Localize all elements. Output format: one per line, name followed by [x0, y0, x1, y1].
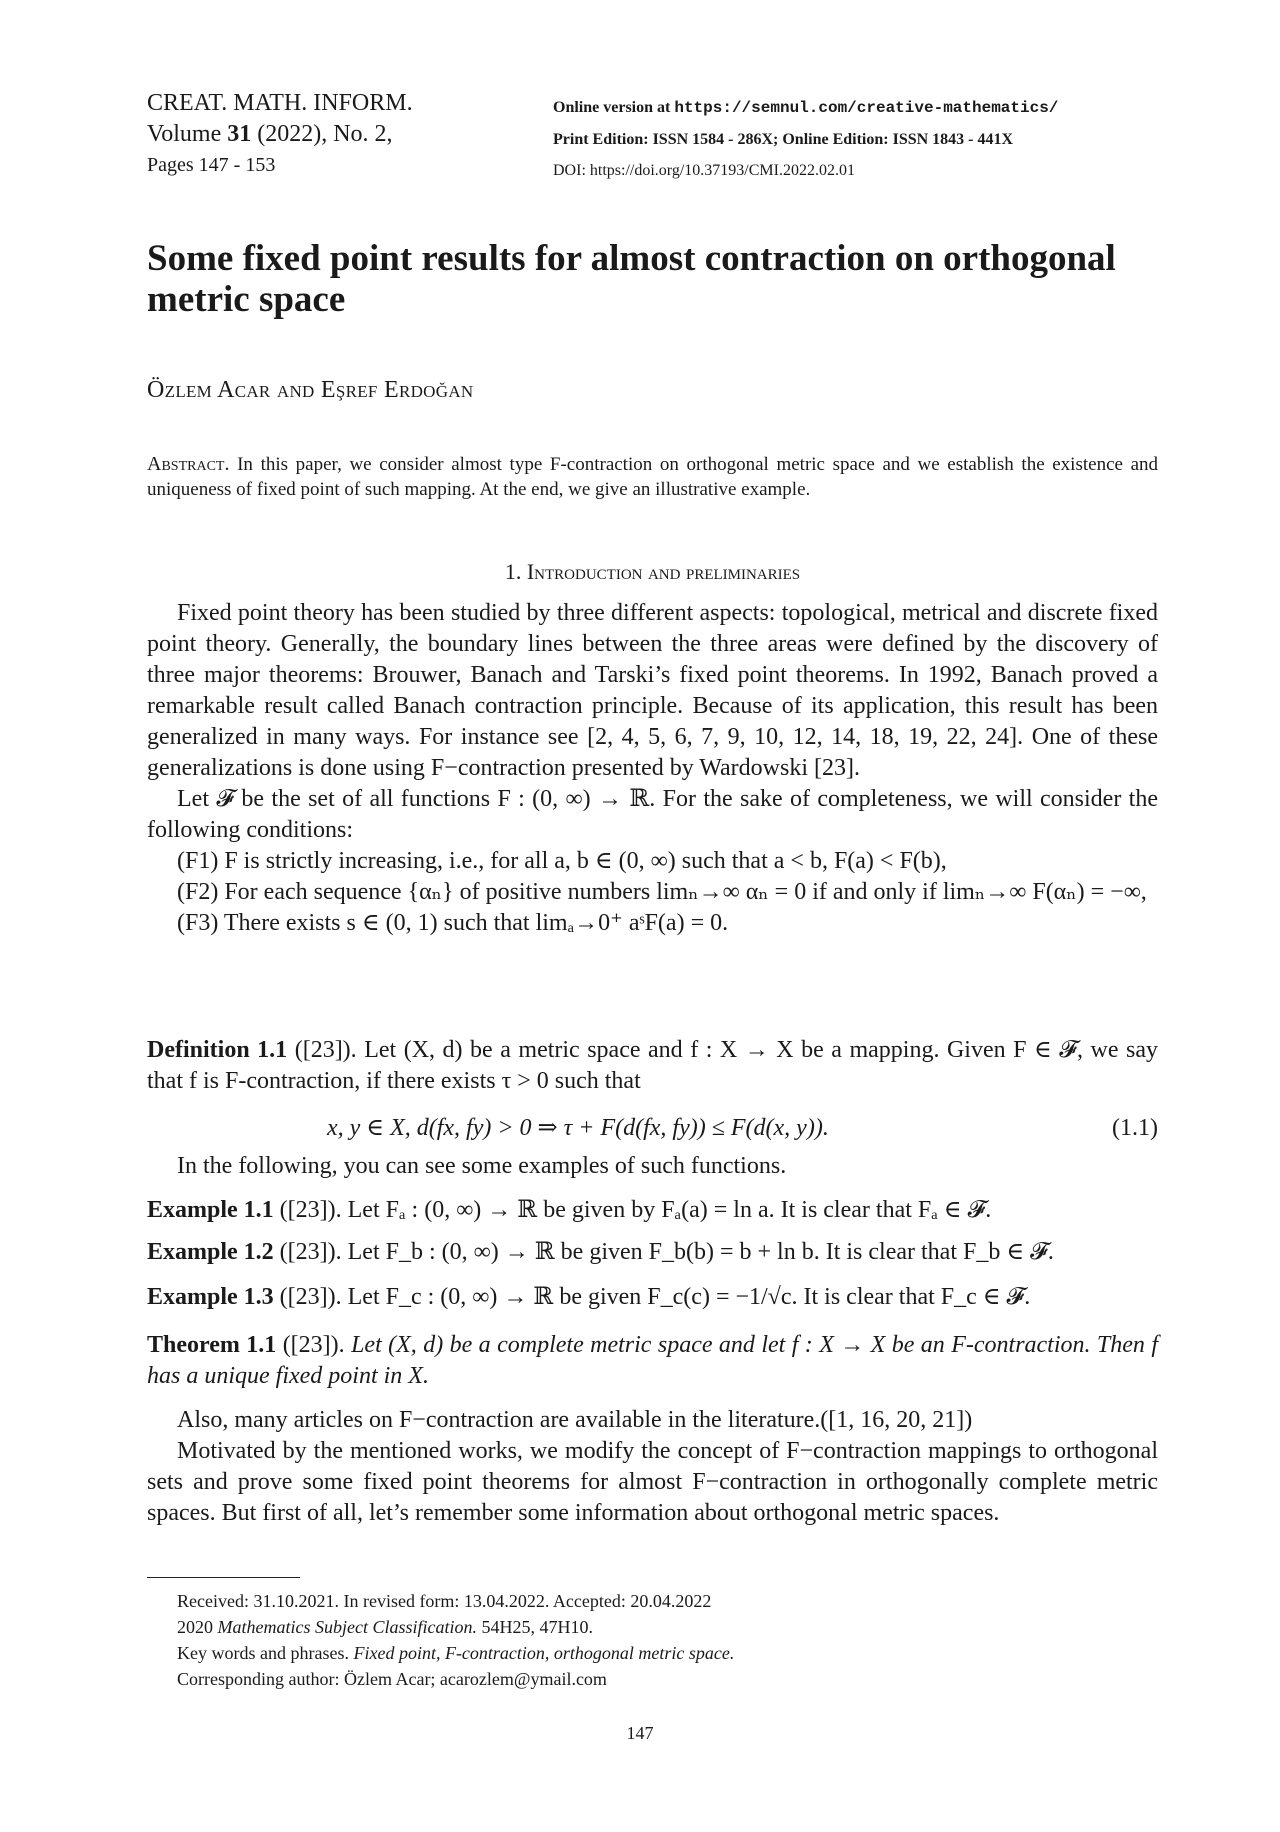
volume-number: 31	[227, 121, 252, 147]
volume-line: Volume 31 (2022), No. 2,	[147, 121, 393, 147]
journal-name: CREAT. MATH. INFORM.	[147, 90, 413, 116]
condition-f2: (F2) For each sequence {αₙ} of positive numbers limₙ→∞ αₙ = 0 if and only if limₙ→∞ F(αₙ) = −∞,	[177, 879, 1147, 905]
theorem-text: Let (X, d) be a complete metric space and let f : X → X be an F-contraction. Then f has a unique fixed point in X.	[147, 1332, 1159, 1389]
page-number: 147	[626, 1723, 654, 1743]
received-dates: Received: 31.10.2021. In revised form: 13.04.2022. Accepted: 20.04.2022	[177, 1591, 712, 1611]
publication-info	[553, 92, 1058, 186]
authors: Özlem Acar and Eşref Erdoğan	[147, 377, 474, 403]
paper-title: Some fixed point results for almost contraction on orthogonal metric space	[147, 238, 1116, 320]
equation-number: (1.1)	[1112, 1115, 1158, 1141]
example-1-3: Example 1.3 ([23]). Let F_c : (0, ∞) → ℝ be given F_c(c) = −1/√c. It is clear that F_c ∈ 𝓕.	[147, 1284, 1031, 1310]
example-1-2: Example 1.2 ([23]). Let F_b : (0, ∞) → ℝ be given F_b(b) = b + ln b. It is clear that F_b ∈ 𝓕.	[147, 1239, 1054, 1265]
pages-range: Pages 147 - 153	[147, 154, 276, 176]
equation-formula: x, y ∈ X, d(fx, fy) > 0 ⇒ τ + F(d(fx, fy)) ≤ F(d(x, y)).	[327, 1115, 829, 1141]
msc-line: 2020 Mathematics Subject Classification. 54H25, 47H10.	[177, 1617, 593, 1637]
print-edition: Print Edition: ISSN 1584 - 286X; Online Edition: ISSN 1843 - 441X	[553, 131, 1014, 148]
paragraph-3: Also, many articles on F−contraction are available in the literature.([1, 16, 20, 21])	[177, 1407, 973, 1433]
footnote-divider	[147, 1577, 300, 1578]
online-url-link[interactable]: https://semnul.com/creative-mathematics/	[674, 99, 1059, 117]
closing-paragraphs	[147, 1405, 1158, 1529]
condition-f1: (F1) F is strictly increasing, i.e., for all a, b ∈ (0, ∞) such that a < b, F(a) < F(b),	[177, 848, 947, 874]
footnotes	[177, 1588, 734, 1692]
definition-1-1: Definition 1.1 ([23]). Let (X, d) be a metric space and f : X → X be a mapping. Given F ∈ 𝓕, we say that f is F-contraction, if there exists τ > 0 such that	[147, 1037, 1158, 1094]
intro-body	[147, 598, 1158, 939]
theorem-1-1: Theorem 1.1 ([23]). Let (X, d) be a complete metric space and let f : X → X be an F-contraction. Then f has a unique fixed point in X.	[147, 1332, 1159, 1389]
abstract	[147, 452, 1158, 502]
corresponding-author: Corresponding author: Özlem Acar; acarozlem@ymail.com	[177, 1669, 607, 1689]
section-heading: 1. Introduction and preliminaries	[504, 559, 801, 584]
intro-paragraph-2: Let 𝓕 be the set of all functions F : (0, ∞) → ℝ. For the sake of completeness, we will consider the following conditions:	[147, 786, 1158, 843]
definition-text: Let (X, d) be a metric space and f : X → X be a mapping. Given F ∈ 𝓕, we say that f is F-contraction, if there exists τ > 0 such that	[147, 1037, 1158, 1094]
online-version: Online version at https://semnul.com/creative-mathematics/	[553, 99, 1059, 117]
keywords-line: Key words and phrases. Fixed point, F-contraction, orthogonal metric space.	[177, 1643, 735, 1663]
abstract-text: In this paper, we consider almost type F-contraction on orthogonal metric space and we establish the existence and uniqueness of fixed point of such mapping. At the end, we give an illustrative example.	[147, 454, 1159, 500]
intro-paragraph-1: Fixed point theory has been studied by three different aspects: topological, metrical and discrete fixed point theory. Generally, the boundary lines between the three areas were defined by the discovery of three major theorems: Brouwer, Banach and Tarski’s fixed point theorems. In 1992, Banach proved a remarkable result called Banach contraction principle. Because of its application, this result has been generalized in many ways. For instance see [2, 4, 5, 6, 7, 9, 10, 12, 14, 18, 19, 22, 24]. One of these generalizations is done using F−contraction presented by Wardowski [23].	[147, 600, 1158, 781]
following-line: In the following, you can see some examples of such functions.	[177, 1153, 787, 1179]
paragraph-4: Motivated by the mentioned works, we modify the concept of F−contraction mappings to orthogonal sets and prove some fixed point theorems for almost F−contraction in orthogonally complete metric spaces. But first of all, let’s remember some information about orthogonal metric spaces.	[147, 1438, 1158, 1526]
definition-label: Definition 1.1	[147, 1037, 288, 1063]
condition-f3: (F3) There exists s ∈ (0, 1) such that limₐ→0⁺ aˢF(a) = 0.	[177, 910, 729, 936]
journal-header	[147, 88, 413, 181]
abstract-label: Abstract.	[147, 453, 230, 475]
example-1-1: Example 1.1 ([23]). Let Fₐ : (0, ∞) → ℝ be given by Fₐ(a) = ln a. It is clear that Fₐ ∈ 𝓕.	[147, 1197, 992, 1223]
theorem-label: Theorem 1.1	[147, 1332, 277, 1358]
doi-link[interactable]: DOI: https://doi.org/10.37193/CMI.2022.02.01	[553, 162, 855, 179]
